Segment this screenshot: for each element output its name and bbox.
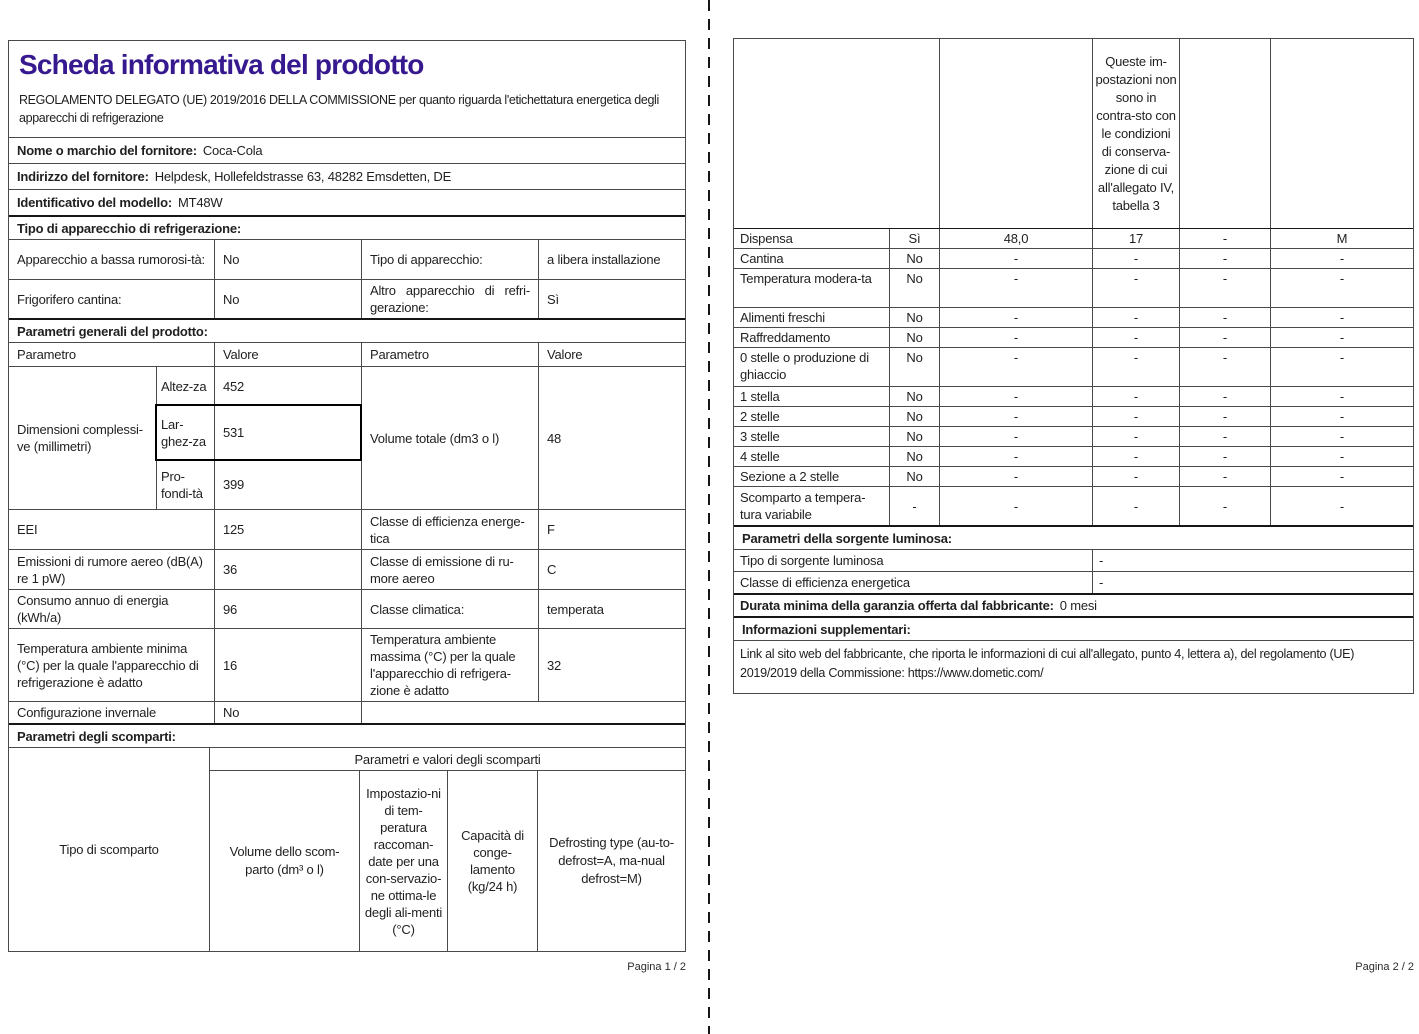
param-value-cell: 125 bbox=[214, 510, 361, 549]
appliance-type-row bbox=[9, 239, 685, 279]
manufacturer-link-text: Link al sito web del fabbricante, che riporta le informazioni di cui all'allegato, punto 4, lettera a), del regolamento (UE) 2019/2019 della Commissione: bbox=[740, 647, 1355, 680]
winter-setting-row bbox=[9, 701, 685, 723]
compartment-name-cell: 0 stelle o produzione di ghiaccio bbox=[740, 350, 869, 382]
temp-setting-cell: 17 bbox=[1092, 229, 1179, 248]
compartment-row bbox=[734, 486, 1413, 525]
model-id-row bbox=[9, 189, 685, 215]
page1-header-block bbox=[9, 41, 685, 137]
defrost-cell: - bbox=[1270, 487, 1413, 525]
capacity-cell: - bbox=[1179, 427, 1270, 446]
param-label-cell: Apparecchio a bassa rumorosi-tà: bbox=[17, 252, 205, 267]
empty-cell bbox=[361, 702, 685, 723]
volume-cell: - bbox=[939, 308, 1092, 327]
compartment-row bbox=[734, 327, 1413, 347]
compartment-row bbox=[734, 386, 1413, 406]
model-id-value: MT48W bbox=[177, 195, 223, 210]
compartment-name-cell: Raffreddamento bbox=[740, 330, 831, 345]
volume-cell: - bbox=[939, 427, 1092, 446]
defrost-cell: - bbox=[1270, 348, 1413, 386]
param-value-cell: 16 bbox=[214, 629, 361, 701]
product-fiche-page-2 bbox=[733, 38, 1414, 694]
section-general-parameters: Parametri generali del prodotto: bbox=[9, 318, 685, 342]
manufacturer-link-block bbox=[734, 640, 1413, 693]
column-header: Valore bbox=[538, 343, 685, 366]
section-light-source-parameters: Parametri della sorgente luminosa: bbox=[734, 525, 1413, 549]
temp-setting-cell: - bbox=[1092, 467, 1179, 486]
compartment-name-cell: Alimenti freschi bbox=[740, 310, 825, 325]
energy-consumption-row bbox=[9, 589, 685, 628]
column-header: Parametro bbox=[17, 347, 76, 362]
param-label-cell: Tipo di apparecchio: bbox=[361, 240, 538, 279]
compartment-row bbox=[734, 228, 1413, 248]
supplier-name-label: Nome o marchio del fornitore: bbox=[17, 143, 197, 158]
compartment-row bbox=[734, 426, 1413, 446]
compartment-row bbox=[734, 248, 1413, 268]
present-cell: No bbox=[889, 447, 939, 466]
temp-setting-cell: - bbox=[1092, 487, 1179, 525]
manufacturer-website-link[interactable]: https://www.dometic.com/ bbox=[907, 666, 1044, 680]
defrost-type-column-header: Defrosting type (au-to-defrost=A, ma-nual defrost=M) bbox=[537, 770, 685, 951]
param-value-cell: a libera installazione bbox=[538, 240, 685, 279]
param-value-cell: - bbox=[1092, 550, 1413, 571]
compartment-row bbox=[734, 466, 1413, 486]
eei-row bbox=[9, 509, 685, 549]
volume-cell: - bbox=[939, 249, 1092, 268]
capacity-cell: - bbox=[1179, 328, 1270, 347]
param-value-cell: No bbox=[214, 240, 361, 279]
defrost-cell: - bbox=[1270, 249, 1413, 268]
temp-setting-cell: - bbox=[1092, 387, 1179, 406]
volume-cell: 48,0 bbox=[939, 229, 1092, 248]
param-label-cell: Temperatura ambiente massima (°C) per la quale l'apparecchio di refrigera-zione è adatto bbox=[361, 629, 538, 701]
compartment-name-cell: 3 stelle bbox=[740, 429, 780, 444]
width-value-cell: 531 bbox=[214, 405, 361, 459]
supplier-address-row bbox=[9, 163, 685, 189]
present-cell: No bbox=[889, 249, 939, 268]
capacity-cell: - bbox=[1179, 229, 1270, 248]
compartment-row bbox=[734, 268, 1413, 307]
capacity-cell: - bbox=[1179, 467, 1270, 486]
capacity-cell: - bbox=[1179, 487, 1270, 525]
dimensions-row bbox=[9, 366, 685, 509]
width-label-cell: Lar-ghez-za bbox=[156, 405, 214, 459]
empty-header-cell bbox=[939, 39, 1092, 228]
temp-setting-cell: - bbox=[1092, 249, 1179, 268]
section-supplementary-info: Informazioni supplementari: bbox=[734, 616, 1413, 640]
height-value-cell: 452 bbox=[214, 367, 361, 405]
defrost-cell: - bbox=[1270, 427, 1413, 446]
present-cell: No bbox=[889, 387, 939, 406]
param-value-cell: F bbox=[538, 510, 685, 549]
compartment-name-cell: 2 stelle bbox=[740, 409, 780, 424]
param-label-cell: Classe di efficienza energe-tica bbox=[361, 510, 538, 549]
param-label-cell: Classe di emissione di ru-more aereo bbox=[361, 550, 538, 589]
parameter-header-row bbox=[9, 342, 685, 366]
compartment-row bbox=[734, 307, 1413, 327]
defrost-cell: - bbox=[1270, 308, 1413, 327]
param-label-cell: Consumo annuo di energia (kWh/a) bbox=[17, 593, 169, 625]
param-value-cell: Sì bbox=[538, 280, 685, 318]
supplier-address-label: Indirizzo del fornitore: bbox=[17, 169, 149, 184]
volume-column-header: Volume dello scom-parto (dm³ o l) bbox=[209, 770, 359, 951]
ambient-temperature-row bbox=[9, 628, 685, 701]
section-compartment-parameters: Parametri degli scomparti: bbox=[9, 723, 685, 747]
depth-label-cell: Pro-fondi-tà bbox=[156, 459, 214, 509]
volume-cell: - bbox=[939, 447, 1092, 466]
param-value-cell: 36 bbox=[214, 550, 361, 589]
temp-setting-cell: - bbox=[1092, 308, 1179, 327]
compartment-row bbox=[734, 347, 1413, 386]
depth-value-cell: 399 bbox=[214, 459, 361, 509]
empty-header-cell bbox=[734, 39, 939, 228]
temp-setting-cell: - bbox=[1092, 269, 1179, 307]
capacity-cell: - bbox=[1179, 407, 1270, 426]
present-cell: No bbox=[889, 427, 939, 446]
warranty-value: 0 mesi bbox=[1059, 598, 1097, 613]
compartment-name-cell: Sezione a 2 stelle bbox=[740, 469, 840, 484]
volume-cell: - bbox=[939, 328, 1092, 347]
temp-setting-cell: - bbox=[1092, 427, 1179, 446]
param-value-cell: 96 bbox=[214, 590, 361, 628]
volume-cell: - bbox=[939, 387, 1092, 406]
page-title: Scheda informativa del prodotto bbox=[19, 49, 424, 80]
regulation-subtitle: REGOLAMENTO DELEGATO (UE) 2019/2016 DELLA COMMISSIONE per quanto riguarda l'etichettatura energetica degli apparecchi di refrigerazione bbox=[19, 93, 659, 125]
param-label-cell: Frigorifero cantina: bbox=[17, 291, 122, 307]
compartment-name-cell: Dispensa bbox=[740, 231, 793, 246]
present-cell: No bbox=[889, 407, 939, 426]
product-fiche-page-1 bbox=[8, 40, 686, 952]
compartment-name-cell: Scomparto a tempera-tura variabile bbox=[740, 490, 866, 522]
light-source-class-row bbox=[734, 571, 1413, 593]
capacity-cell: - bbox=[1179, 249, 1270, 268]
param-value-cell: C bbox=[538, 550, 685, 589]
present-cell: No bbox=[889, 328, 939, 347]
param-label-cell: Altro apparecchio di refri-gerazione: bbox=[361, 280, 538, 318]
volume-cell: - bbox=[939, 487, 1092, 525]
param-value-cell: 32 bbox=[538, 629, 685, 701]
dimensions-label-cell: Dimensioni complessi-ve (millimetri) bbox=[17, 422, 143, 454]
param-value-cell: No bbox=[214, 280, 361, 318]
present-cell: - bbox=[889, 487, 939, 525]
volume-cell: - bbox=[939, 407, 1092, 426]
warranty-label: Durata minima della garanzia offerta dal fabbricante: bbox=[740, 598, 1054, 613]
compartments-continued-header-row bbox=[734, 39, 1413, 228]
param-value-cell: No bbox=[214, 702, 361, 723]
supplier-address-value: Helpdesk, Hollefeldstrasse 63, 48282 Emsdetten, DE bbox=[154, 169, 452, 184]
light-source-type-row bbox=[734, 549, 1413, 571]
defrost-cell: - bbox=[1270, 407, 1413, 426]
compartment-type-column-header: Tipo di scomparto bbox=[59, 842, 159, 857]
present-cell: No bbox=[889, 308, 939, 327]
param-value-cell: temperata bbox=[538, 590, 685, 628]
compartments-header-table bbox=[9, 747, 685, 951]
volume-cell: - bbox=[939, 269, 1092, 307]
defrost-cell: - bbox=[1270, 467, 1413, 486]
temp-setting-cell: - bbox=[1092, 328, 1179, 347]
total-volume-value-cell: 48 bbox=[538, 367, 685, 509]
compartment-name-cell: Temperatura modera-ta bbox=[740, 271, 872, 286]
param-label-cell: EEI bbox=[17, 522, 38, 537]
defrost-cell: - bbox=[1270, 447, 1413, 466]
volume-cell: - bbox=[939, 467, 1092, 486]
param-value-cell: - bbox=[1092, 572, 1413, 593]
page1-number: Pagina 1 / 2 bbox=[627, 961, 686, 973]
defrost-cell: - bbox=[1270, 269, 1413, 307]
empty-header-cell bbox=[1179, 39, 1270, 228]
capacity-cell: - bbox=[1179, 447, 1270, 466]
supplier-name-value: Coca-Cola bbox=[202, 143, 263, 158]
total-volume-label-cell: Volume totale (dm3 o l) bbox=[361, 367, 538, 509]
param-label-cell: Emissioni di rumore aereo (dB(A) re 1 pW) bbox=[17, 553, 203, 586]
supplier-name-row bbox=[9, 137, 685, 163]
temp-setting-cell: - bbox=[1092, 348, 1179, 386]
param-label-cell: Temperatura ambiente minima (°C) per la quale l'apparecchio di refrigerazione è adatto bbox=[17, 640, 199, 690]
param-label-cell: Tipo di sorgente luminosa bbox=[740, 553, 884, 568]
compartment-name-cell: 1 stella bbox=[740, 389, 780, 404]
compartments-group-header: Parametri e valori degli scomparti bbox=[209, 748, 685, 770]
defrost-cell: - bbox=[1270, 328, 1413, 347]
param-label-cell: Classe di efficienza energetica bbox=[740, 575, 910, 590]
noise-row bbox=[9, 549, 685, 589]
temp-setting-cell: - bbox=[1092, 407, 1179, 426]
compartment-row bbox=[734, 446, 1413, 466]
page2-number: Pagina 2 / 2 bbox=[1355, 961, 1414, 973]
model-id-label: Identificativo del modello: bbox=[17, 195, 172, 210]
present-cell: No bbox=[889, 467, 939, 486]
freezing-capacity-column-header: Capacità di conge-lamento (kg/24 h) bbox=[447, 770, 537, 951]
appliance-type-row bbox=[9, 279, 685, 318]
temperature-settings-column-header: Impostazio-ni di tem-peratura raccoman-date per una con-servazio-ne ottima-le degli ali-menti (°C) bbox=[359, 770, 447, 951]
page-divider-dashed-line bbox=[708, 0, 710, 1034]
param-label-cell: Configurazione invernale bbox=[17, 705, 157, 720]
present-cell: Sì bbox=[889, 229, 939, 248]
volume-cell: - bbox=[939, 348, 1092, 386]
warranty-row bbox=[734, 593, 1413, 616]
compartment-name-cell: Cantina bbox=[740, 251, 784, 266]
empty-header-cell bbox=[1270, 39, 1413, 228]
defrost-cell: M bbox=[1270, 229, 1413, 248]
param-label-cell: Classe climatica: bbox=[361, 590, 538, 628]
capacity-cell: - bbox=[1179, 308, 1270, 327]
temp-setting-cell: - bbox=[1092, 447, 1179, 466]
defrost-cell: - bbox=[1270, 387, 1413, 406]
height-label-cell: Altez-za bbox=[156, 367, 214, 405]
compartment-row bbox=[734, 406, 1413, 426]
present-cell: No bbox=[889, 348, 939, 386]
present-cell: No bbox=[889, 269, 939, 307]
capacity-cell: - bbox=[1179, 269, 1270, 307]
section-appliance-type: Tipo di apparecchio di refrigerazione: bbox=[9, 215, 685, 239]
capacity-cell: - bbox=[1179, 348, 1270, 386]
column-header: Parametro bbox=[361, 343, 538, 366]
settings-note-cell: Queste im-postazioni non sono in contra-sto con le condizioni di conserva-zione di cui all'allegato IV, tabella 3 bbox=[1092, 39, 1179, 228]
capacity-cell: - bbox=[1179, 387, 1270, 406]
column-header: Valore bbox=[214, 343, 361, 366]
compartment-name-cell: 4 stelle bbox=[740, 449, 780, 464]
